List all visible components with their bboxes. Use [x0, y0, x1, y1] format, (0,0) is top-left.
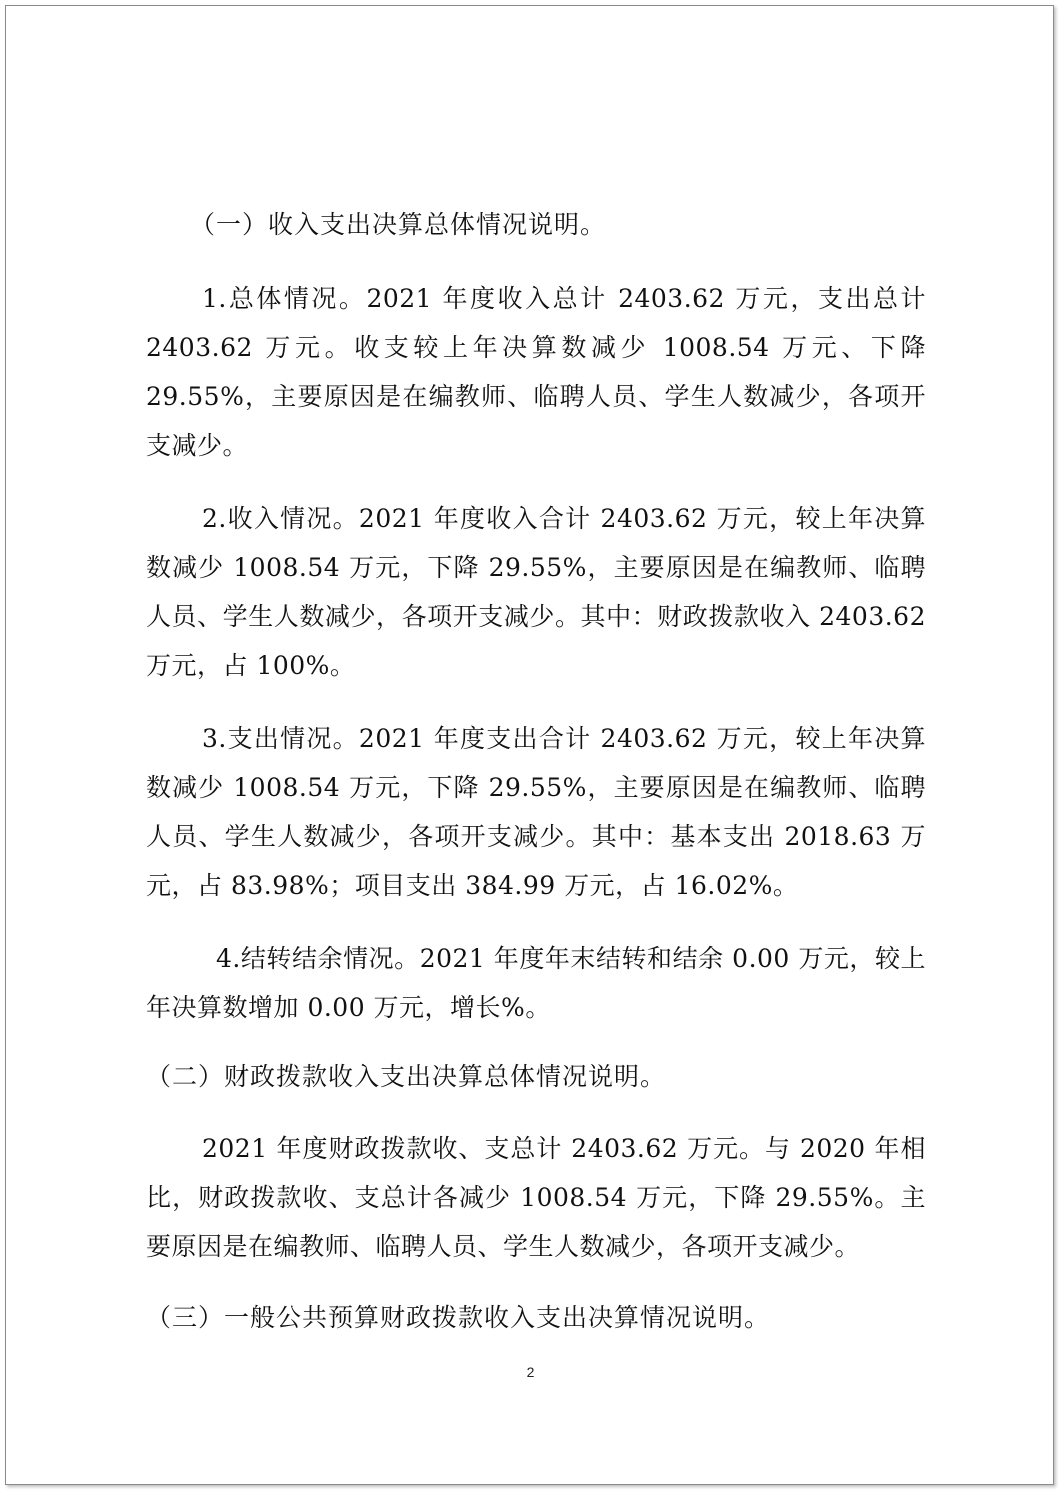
page-number: 2	[526, 1364, 535, 1380]
paragraph-balance: 4.结转结余情况。2021 年度年末结转和结余 0.00 万元，较上年决算数增加 0.00 万元，增长%。	[146, 944, 926, 1022]
document-body	[146, 200, 926, 1343]
paragraph-overall: 1.总体情况。2021 年度收入总计 2403.62 万元，支出总计 2403.62 万元。收支较上年决算数减少 1008.54 万元、下降 29.55%，主要原因是在编教师、临聘人员、学生人数减少，各项开支减少。	[146, 284, 926, 460]
paragraph-fiscal: 2021 年度财政拨款收、支总计 2403.62 万元。与 2020 年相比，财政拨款收、支总计各减少 1008.54 万元，下降 29.55%。主要原因是在编教师、临聘人员、学生人数减少，各项开支减少。	[146, 1134, 926, 1261]
paragraph-expense: 3.支出情况。2021 年度支出合计 2403.62 万元，较上年决算数减少 1008.54 万元，下降 29.55%，主要原因是在编教师、临聘人员、学生人数减少，各项开支减少。其中：基本支出 2018.63 万元，占 83.98%；项目支出 384.99 万元，占 16.02%。	[146, 724, 926, 900]
section-heading-1: （一）收入支出决算总体情况说明。	[190, 210, 607, 239]
document-page	[5, 5, 1054, 1485]
paragraph-income: 2.收入情况。2021 年度收入合计 2403.62 万元，较上年决算数减少 1008.54 万元，下降 29.55%，主要原因是在编教师、临聘人员、学生人数减少，各项开支减少。其中：财政拨款收入 2403.62 万元，占 100%。	[146, 504, 926, 680]
section-heading-2: （二）财政拨款收入支出决算总体情况说明。	[146, 1062, 667, 1091]
section-heading-3: （三）一般公共预算财政拨款收入支出决算情况说明。	[146, 1303, 771, 1332]
